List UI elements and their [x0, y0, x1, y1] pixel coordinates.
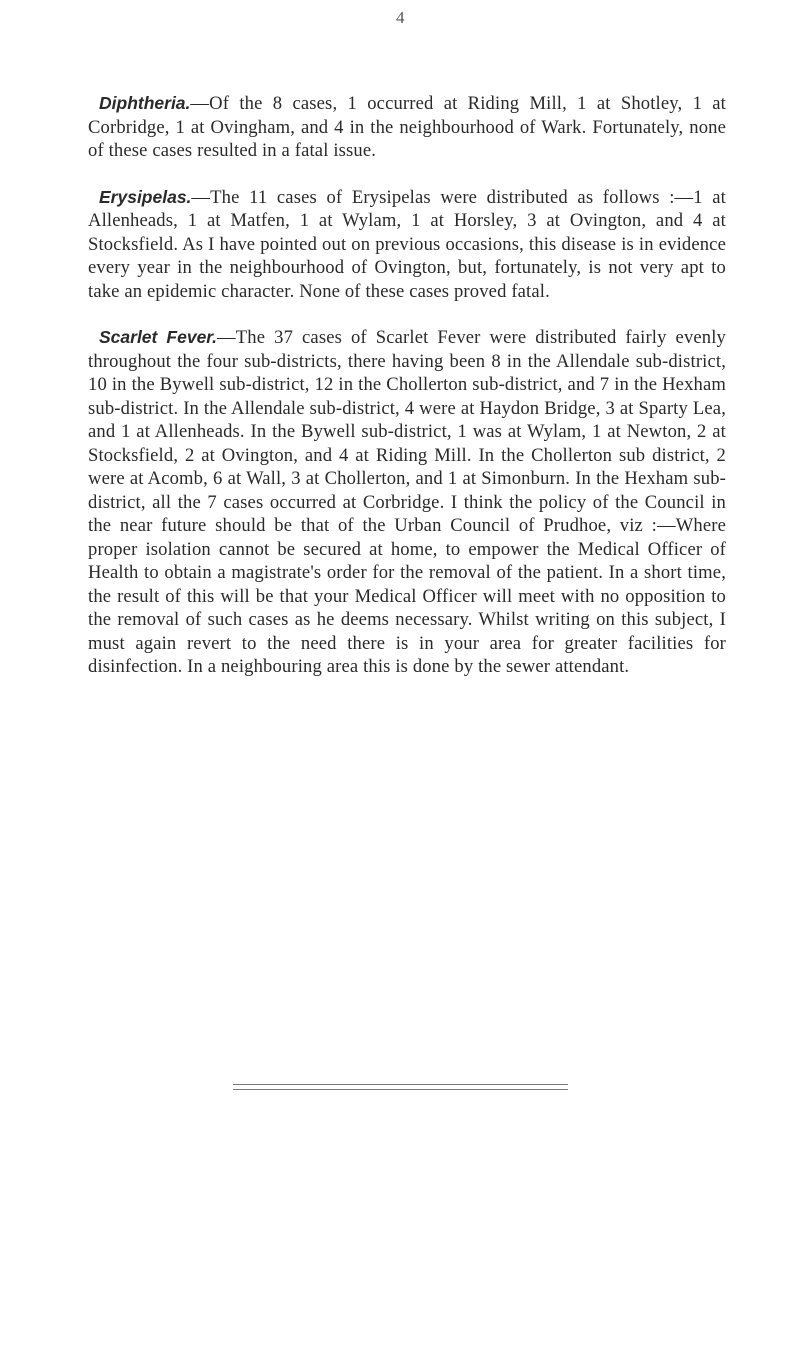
page-number: 4	[396, 8, 405, 27]
section-text: —The 37 cases of Scarlet Fever were distributed fairly evenly throughout the four sub-districts, there having been 8 in the Allendale sub-district, 10 in the Bywell sub-district, 12 in the Chollerton sub-district, and 7 in the Hexham sub-district. In the Allendale sub-district, 4 were at Haydon Bridge, 3 at Sparty Lea, and 1 at Allenheads. In the Bywell sub-district, 1 was at Wylam, 1 at Newton, 2 at Stocksfield, 2 at Ovington, and 4 at Riding Mill. In the Chollerton sub district, 2 were at Acomb, 6 at Wall, 3 at Chollerton, and 1 at Simonburn. In the Hexham sub-district, all the 7 cases occurred at Corbridge. I think the policy of the Council in the near future should be that of the Urban Council of Prudhoe, viz :—Where proper isolation cannot be secured at home, to empower the Medical Officer of Health to obtain a magistrate's order for the removal of the patient. In a short time, the result of this will be that your Medical Officer will meet with no opposition to the removal of such cases as he deems necessary. Whilst writing on this subject, I must again revert to the need there is in your area for greater facilities for disinfection. In a neighbouring area this is done by the sewer attendant.	[88, 327, 727, 677]
document-body	[88, 92, 726, 702]
divider-rule-top	[233, 1084, 568, 1085]
section-text: —The 11 cases of Erysipelas were distributed as follows :—1 at Allenheads, 1 at Matfen, 1 at Wylam, 1 at Horsley, 3 at Ovington, and 4 at Stocksfield. As I have pointed out on previous occasions, this disease is in evidence every year in the neighbourhood of Ovington, but, fortunately, is not very apt to take an epidemic character. None of these cases proved fatal.	[88, 186, 726, 302]
section-heading: Diphtheria.	[99, 93, 191, 113]
section-heading: Erysipelas.	[99, 186, 192, 207]
section-scarlet-fever	[88, 326, 726, 679]
section-erysipelas	[88, 186, 726, 304]
section-heading: Scarlet Fever.	[99, 327, 218, 347]
section-text: —Of the 8 cases, 1 occurred at Riding Mill, 1 at Shotley, 1 at Corbridge, 1 at Ovingham, and 4 in the neighbourhood of Wark. Fortunately, none of these cases resulted in a fatal issue.	[88, 93, 726, 161]
divider-rule-bottom	[233, 1089, 568, 1090]
section-diphtheria	[88, 92, 726, 163]
